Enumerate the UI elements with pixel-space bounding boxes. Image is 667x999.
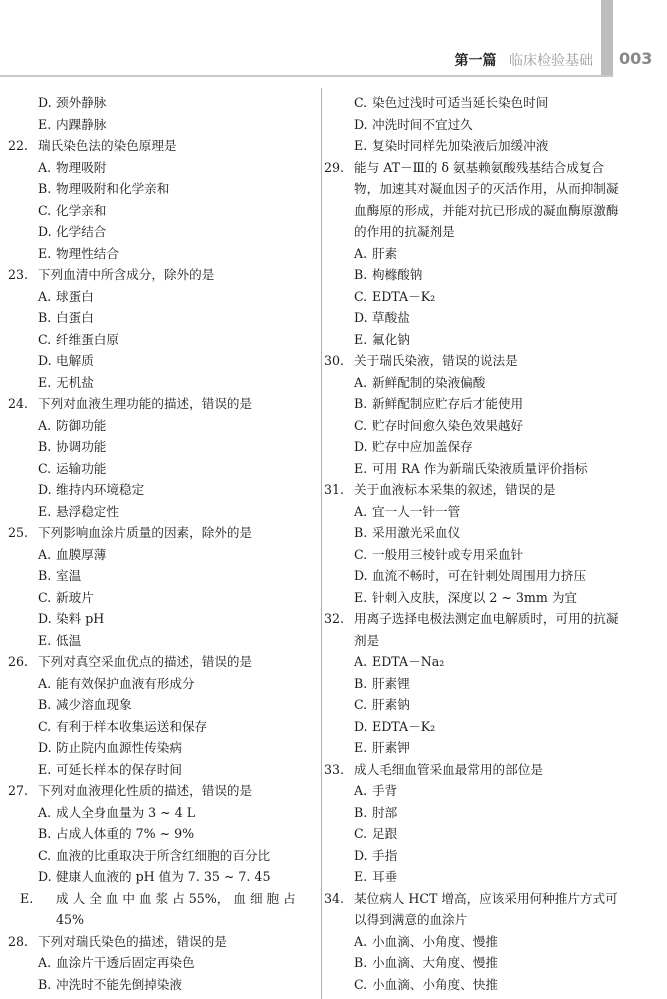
answer-option xyxy=(324,673,624,695)
question-text: 用离子选择电极法测定血电解质时，可用的抗凝剂是 xyxy=(354,611,619,648)
question-number: 23. xyxy=(8,267,29,282)
right-column xyxy=(324,92,624,995)
answer-option xyxy=(8,286,308,308)
answer-option xyxy=(8,501,308,523)
answer-option xyxy=(324,372,624,394)
answer-option xyxy=(8,845,308,867)
option-text: 枸橼酸钠 xyxy=(372,267,423,282)
option-letter: B. xyxy=(354,396,368,411)
option-letter: B. xyxy=(354,804,368,820)
option-letter: E. xyxy=(38,761,52,777)
option-text: 染色过浅时可适当延长染色时间 xyxy=(372,95,549,110)
question-text: 下列血清中所含成分，除外的是 xyxy=(38,267,215,282)
question-number: 22. xyxy=(8,138,29,153)
option-letter: E. xyxy=(354,740,368,755)
question-stem xyxy=(8,931,308,953)
option-letter: A. xyxy=(354,374,368,390)
header-title: 临床检验基础 xyxy=(509,53,593,69)
question-text: 下列对瑞氏染色的描述，错误的是 xyxy=(38,933,227,949)
option-letter: D. xyxy=(354,568,368,583)
question-stem xyxy=(324,157,624,243)
answer-option xyxy=(324,393,624,415)
answer-option xyxy=(8,479,308,501)
header-rule xyxy=(0,75,613,77)
option-letter: B. xyxy=(354,675,368,691)
option-letter: B. xyxy=(354,267,368,282)
option-letter: B. xyxy=(354,955,368,970)
answer-option xyxy=(324,264,624,286)
answer-option xyxy=(8,178,308,200)
option-text: 耳垂 xyxy=(372,869,398,884)
option-letter: D. xyxy=(38,611,52,626)
option-letter: D. xyxy=(38,95,52,110)
option-letter: E. xyxy=(38,116,52,132)
option-letter: A. xyxy=(354,783,368,798)
option-text: 采用激光采血仪 xyxy=(372,525,461,540)
option-letter: E. xyxy=(354,331,368,347)
answer-option xyxy=(8,694,308,716)
header-text xyxy=(455,50,593,70)
option-text: 白蛋白 xyxy=(56,310,94,325)
question-number: 34. xyxy=(324,890,345,906)
answer-option xyxy=(324,92,624,114)
option-letter: C. xyxy=(354,697,368,712)
option-text: 颈外静脉 xyxy=(56,95,107,110)
option-text: 小血滴、小角度、快推 xyxy=(372,976,498,992)
option-letter: C. xyxy=(354,826,368,841)
option-letter: B. xyxy=(38,439,52,454)
answer-option xyxy=(8,802,308,824)
option-letter: A. xyxy=(354,503,368,519)
answer-option xyxy=(8,157,308,179)
question-number: 26. xyxy=(8,654,29,669)
answer-option xyxy=(324,974,624,996)
answer-option xyxy=(324,544,624,566)
option-letter: C. xyxy=(38,460,52,476)
option-text: 运输功能 xyxy=(56,460,107,476)
answer-option xyxy=(8,565,308,587)
option-letter: B. xyxy=(38,181,52,196)
option-text: 氟化钠 xyxy=(372,331,410,347)
answer-option xyxy=(324,565,624,587)
answer-option xyxy=(8,114,308,136)
question-stem xyxy=(324,479,624,501)
answer-option xyxy=(324,501,624,523)
option-text: 占成人体重的 7% ~ 9% xyxy=(56,826,195,841)
question-number: 31. xyxy=(324,482,345,497)
answer-option xyxy=(324,694,624,716)
answer-option xyxy=(324,931,624,953)
question-stem xyxy=(8,780,308,802)
option-text: 物理吸附 xyxy=(56,159,107,175)
option-letter: C. xyxy=(354,288,368,304)
answer-option xyxy=(8,716,308,738)
answer-option xyxy=(324,329,624,351)
answer-option xyxy=(8,415,308,437)
option-text: EDTA－K₂ xyxy=(372,288,436,304)
option-text: 成人全身血量为 3 ~ 4 L xyxy=(56,804,196,820)
answer-option xyxy=(8,888,308,931)
option-text: 防御功能 xyxy=(56,417,107,433)
option-text: 冲洗时不能先倒掉染液 xyxy=(56,976,182,992)
question-number: 33. xyxy=(324,761,345,777)
answer-option xyxy=(8,350,308,372)
option-letter: E. xyxy=(20,890,34,906)
question-text: 瑞氏染色法的染色原理是 xyxy=(38,138,177,153)
option-text: 防止院内血源性传染病 xyxy=(56,740,182,755)
answer-option xyxy=(8,372,308,394)
option-letter: E. xyxy=(354,869,368,884)
question-text: 关于瑞氏染液，错误的说法是 xyxy=(354,353,518,368)
question-number: 32. xyxy=(324,611,345,626)
option-text: 足跟 xyxy=(372,826,398,841)
question-number: 30. xyxy=(324,353,345,368)
chapter-tab-stripe xyxy=(601,0,613,76)
option-text: 化学亲和 xyxy=(56,202,107,218)
question-text: 下列对真空采血优点的描述，错误的是 xyxy=(38,654,253,669)
left-column xyxy=(8,92,308,995)
answer-option xyxy=(324,802,624,824)
option-letter: D. xyxy=(354,116,368,132)
question-text: 下列对血液理化性质的描述，错误的是 xyxy=(38,783,253,798)
answer-option xyxy=(324,114,624,136)
option-letter: B. xyxy=(38,697,52,712)
option-text: 可用 RA 作为新瑞氏染液质量评价指标 xyxy=(372,460,588,476)
option-letter: A. xyxy=(38,955,52,970)
option-letter: E. xyxy=(38,374,52,390)
header-part: 第一篇 xyxy=(454,53,497,69)
option-text: 低温 xyxy=(56,632,82,648)
answer-option xyxy=(8,823,308,845)
answer-option xyxy=(324,587,624,609)
option-letter: B. xyxy=(38,568,52,583)
answer-option xyxy=(324,780,624,802)
option-text: 健康人血液的 pH 值为 7. 35 ~ 7. 45 xyxy=(56,869,271,884)
option-text: 血液的比重取决于所含红细胞的百分比 xyxy=(56,847,271,863)
option-text: 宜一人一针一管 xyxy=(372,503,461,519)
option-letter: A. xyxy=(38,417,52,433)
option-text: 无机盐 xyxy=(56,374,94,390)
option-text: EDTA－K₂ xyxy=(372,718,436,734)
option-letter: C. xyxy=(38,202,52,218)
option-letter: A. xyxy=(38,675,52,691)
question-stem xyxy=(8,651,308,673)
answer-option xyxy=(8,544,308,566)
option-letter: A. xyxy=(354,933,368,949)
answer-option xyxy=(8,759,308,781)
option-text: 内踝静脉 xyxy=(56,116,107,132)
option-letter: A. xyxy=(38,288,52,304)
question-number: 27. xyxy=(8,783,29,798)
answer-option xyxy=(324,415,624,437)
option-letter: A. xyxy=(38,546,52,562)
option-text: EDTA－Na₂ xyxy=(372,654,445,669)
answer-option xyxy=(324,651,624,673)
answer-option xyxy=(324,135,624,157)
option-text: 电解质 xyxy=(56,353,94,368)
question-text: 下列影响血涂片质量的因素，除外的是 xyxy=(38,525,253,540)
question-text: 下列对血液生理功能的描述，错误的是 xyxy=(38,396,253,411)
question-number: 24. xyxy=(8,396,29,411)
option-text: 维持内环境稳定 xyxy=(56,482,145,497)
option-letter: C. xyxy=(354,95,368,110)
option-letter: E. xyxy=(38,503,52,519)
option-letter: D. xyxy=(38,482,52,497)
option-letter: B. xyxy=(38,310,52,325)
option-text: 贮存时间愈久染色效果越好 xyxy=(372,417,524,433)
option-text: 手背 xyxy=(372,783,398,798)
option-letter: A. xyxy=(354,245,368,261)
question-number: 29. xyxy=(324,159,345,175)
answer-option xyxy=(324,436,624,458)
question-stem xyxy=(324,888,624,931)
option-text: 成 人 全 血 中 血 浆 占 55%， 血 细 胞 占 45% xyxy=(56,890,296,927)
answer-option xyxy=(8,200,308,222)
option-text: 肝素钠 xyxy=(372,697,410,712)
option-text: 能有效保护血液有形成分 xyxy=(56,675,195,691)
option-text: 肝素 xyxy=(372,245,398,261)
option-text: 草酸盐 xyxy=(372,310,410,325)
option-letter: B. xyxy=(38,976,52,992)
option-letter: D. xyxy=(354,439,368,454)
answer-option xyxy=(8,587,308,609)
option-text: 冲洗时间不宜过久 xyxy=(372,116,473,132)
question-stem xyxy=(8,264,308,286)
option-letter: E. xyxy=(38,245,52,261)
option-text: 一般用三棱针或专用采血针 xyxy=(372,546,524,562)
running-header xyxy=(0,0,667,78)
option-text: 可延长样本的保存时间 xyxy=(56,761,182,777)
option-letter: B. xyxy=(354,525,368,540)
answer-option xyxy=(8,866,308,888)
question-text: 能与 AT－Ⅲ的 δ 氨基赖氨酸残基结合成复合物，加速其对凝血因子的灭活作用，从而抑制凝血酶原的形成，并能对抗已形成的凝血酶原激酶的作用的抗凝剂是 xyxy=(354,159,619,239)
answer-option xyxy=(324,522,624,544)
answer-option xyxy=(324,307,624,329)
option-text: 新玻片 xyxy=(56,589,94,605)
answer-option xyxy=(8,436,308,458)
option-letter: E. xyxy=(354,460,368,476)
question-number: 28. xyxy=(8,933,29,949)
question-stem xyxy=(324,759,624,781)
answer-option xyxy=(324,845,624,867)
option-letter: C. xyxy=(38,331,52,347)
option-text: 纤维蛋白原 xyxy=(56,331,119,347)
option-text: 悬浮稳定性 xyxy=(56,503,119,519)
option-text: 染料 pH xyxy=(56,611,105,626)
option-text: 有利于样本收集运送和保存 xyxy=(56,718,208,734)
option-letter: D. xyxy=(354,847,368,863)
option-text: 小血滴、小角度、慢推 xyxy=(372,933,498,949)
answer-option xyxy=(8,630,308,652)
option-text: 复染时同样先加染液后加缓冲液 xyxy=(372,138,549,153)
column-divider xyxy=(321,88,322,999)
answer-option xyxy=(324,716,624,738)
option-letter: E. xyxy=(354,589,368,605)
option-text: 球蛋白 xyxy=(56,288,94,304)
answer-option xyxy=(8,307,308,329)
option-letter: A. xyxy=(38,804,52,820)
option-text: 化学结合 xyxy=(56,224,107,239)
option-text: 肝素钾 xyxy=(372,740,410,755)
answer-option xyxy=(8,737,308,759)
option-letter: B. xyxy=(38,826,52,841)
question-text: 成人毛细血管采血最常用的部位是 xyxy=(354,761,543,777)
option-letter: C. xyxy=(354,976,368,992)
question-stem xyxy=(324,608,624,651)
option-text: 肘部 xyxy=(372,804,398,820)
question-stem xyxy=(324,350,624,372)
option-letter: C. xyxy=(38,847,52,863)
option-letter: E. xyxy=(354,138,368,153)
answer-option xyxy=(8,329,308,351)
option-text: 协调功能 xyxy=(56,439,107,454)
answer-option xyxy=(8,221,308,243)
answer-option xyxy=(8,673,308,695)
answer-option xyxy=(8,608,308,630)
page-number: 003 xyxy=(619,49,653,68)
option-text: 小血滴、大角度、慢推 xyxy=(372,955,498,970)
option-letter: A. xyxy=(354,654,368,669)
answer-option xyxy=(324,823,624,845)
question-stem xyxy=(8,135,308,157)
option-text: 物理吸附和化学亲和 xyxy=(56,181,170,196)
option-letter: C. xyxy=(38,718,52,734)
option-text: 手指 xyxy=(372,847,398,863)
option-letter: D. xyxy=(354,310,368,325)
option-text: 血涂片干透后固定再染色 xyxy=(56,955,195,970)
option-text: 针刺入皮肤，深度以 2 ~ 3mm 为宜 xyxy=(372,589,578,605)
option-letter: C. xyxy=(354,417,368,433)
option-text: 物理性结合 xyxy=(56,245,119,261)
option-text: 室温 xyxy=(56,568,82,583)
answer-option xyxy=(8,974,308,996)
answer-option xyxy=(8,92,308,114)
option-letter: C. xyxy=(354,546,368,562)
option-text: 贮存中应加盖保存 xyxy=(372,439,473,454)
answer-option xyxy=(324,458,624,480)
answer-option xyxy=(8,243,308,265)
answer-option xyxy=(324,286,624,308)
option-text: 新鲜配制的染液偏酸 xyxy=(372,374,486,390)
question-number: 25. xyxy=(8,525,29,540)
question-text: 关于血液标本采集的叙述，错误的是 xyxy=(354,482,556,497)
option-text: 血膜厚薄 xyxy=(56,546,107,562)
option-text: 肝素锂 xyxy=(372,675,410,691)
option-letter: E. xyxy=(38,632,52,648)
option-letter: D. xyxy=(354,718,368,734)
answer-option xyxy=(8,458,308,480)
question-stem xyxy=(8,393,308,415)
option-text: 血流不畅时，可在针刺处周围用力挤压 xyxy=(372,568,587,583)
option-letter: D. xyxy=(38,224,52,239)
option-letter: C. xyxy=(38,589,52,605)
answer-option xyxy=(324,243,624,265)
option-letter: D. xyxy=(38,353,52,368)
answer-option xyxy=(8,952,308,974)
question-stem xyxy=(8,522,308,544)
option-text: 减少溶血现象 xyxy=(56,697,132,712)
option-letter: D. xyxy=(38,869,52,884)
question-text: 某位病人 HCT 增高，应该采用何种推片方式可以得到满意的血涂片 xyxy=(354,890,618,927)
option-letter: A. xyxy=(38,159,52,175)
answer-option xyxy=(324,866,624,888)
answer-option xyxy=(324,952,624,974)
option-letter: D. xyxy=(38,740,52,755)
option-text: 新鲜配制应贮存后才能使用 xyxy=(372,396,524,411)
answer-option xyxy=(324,737,624,759)
